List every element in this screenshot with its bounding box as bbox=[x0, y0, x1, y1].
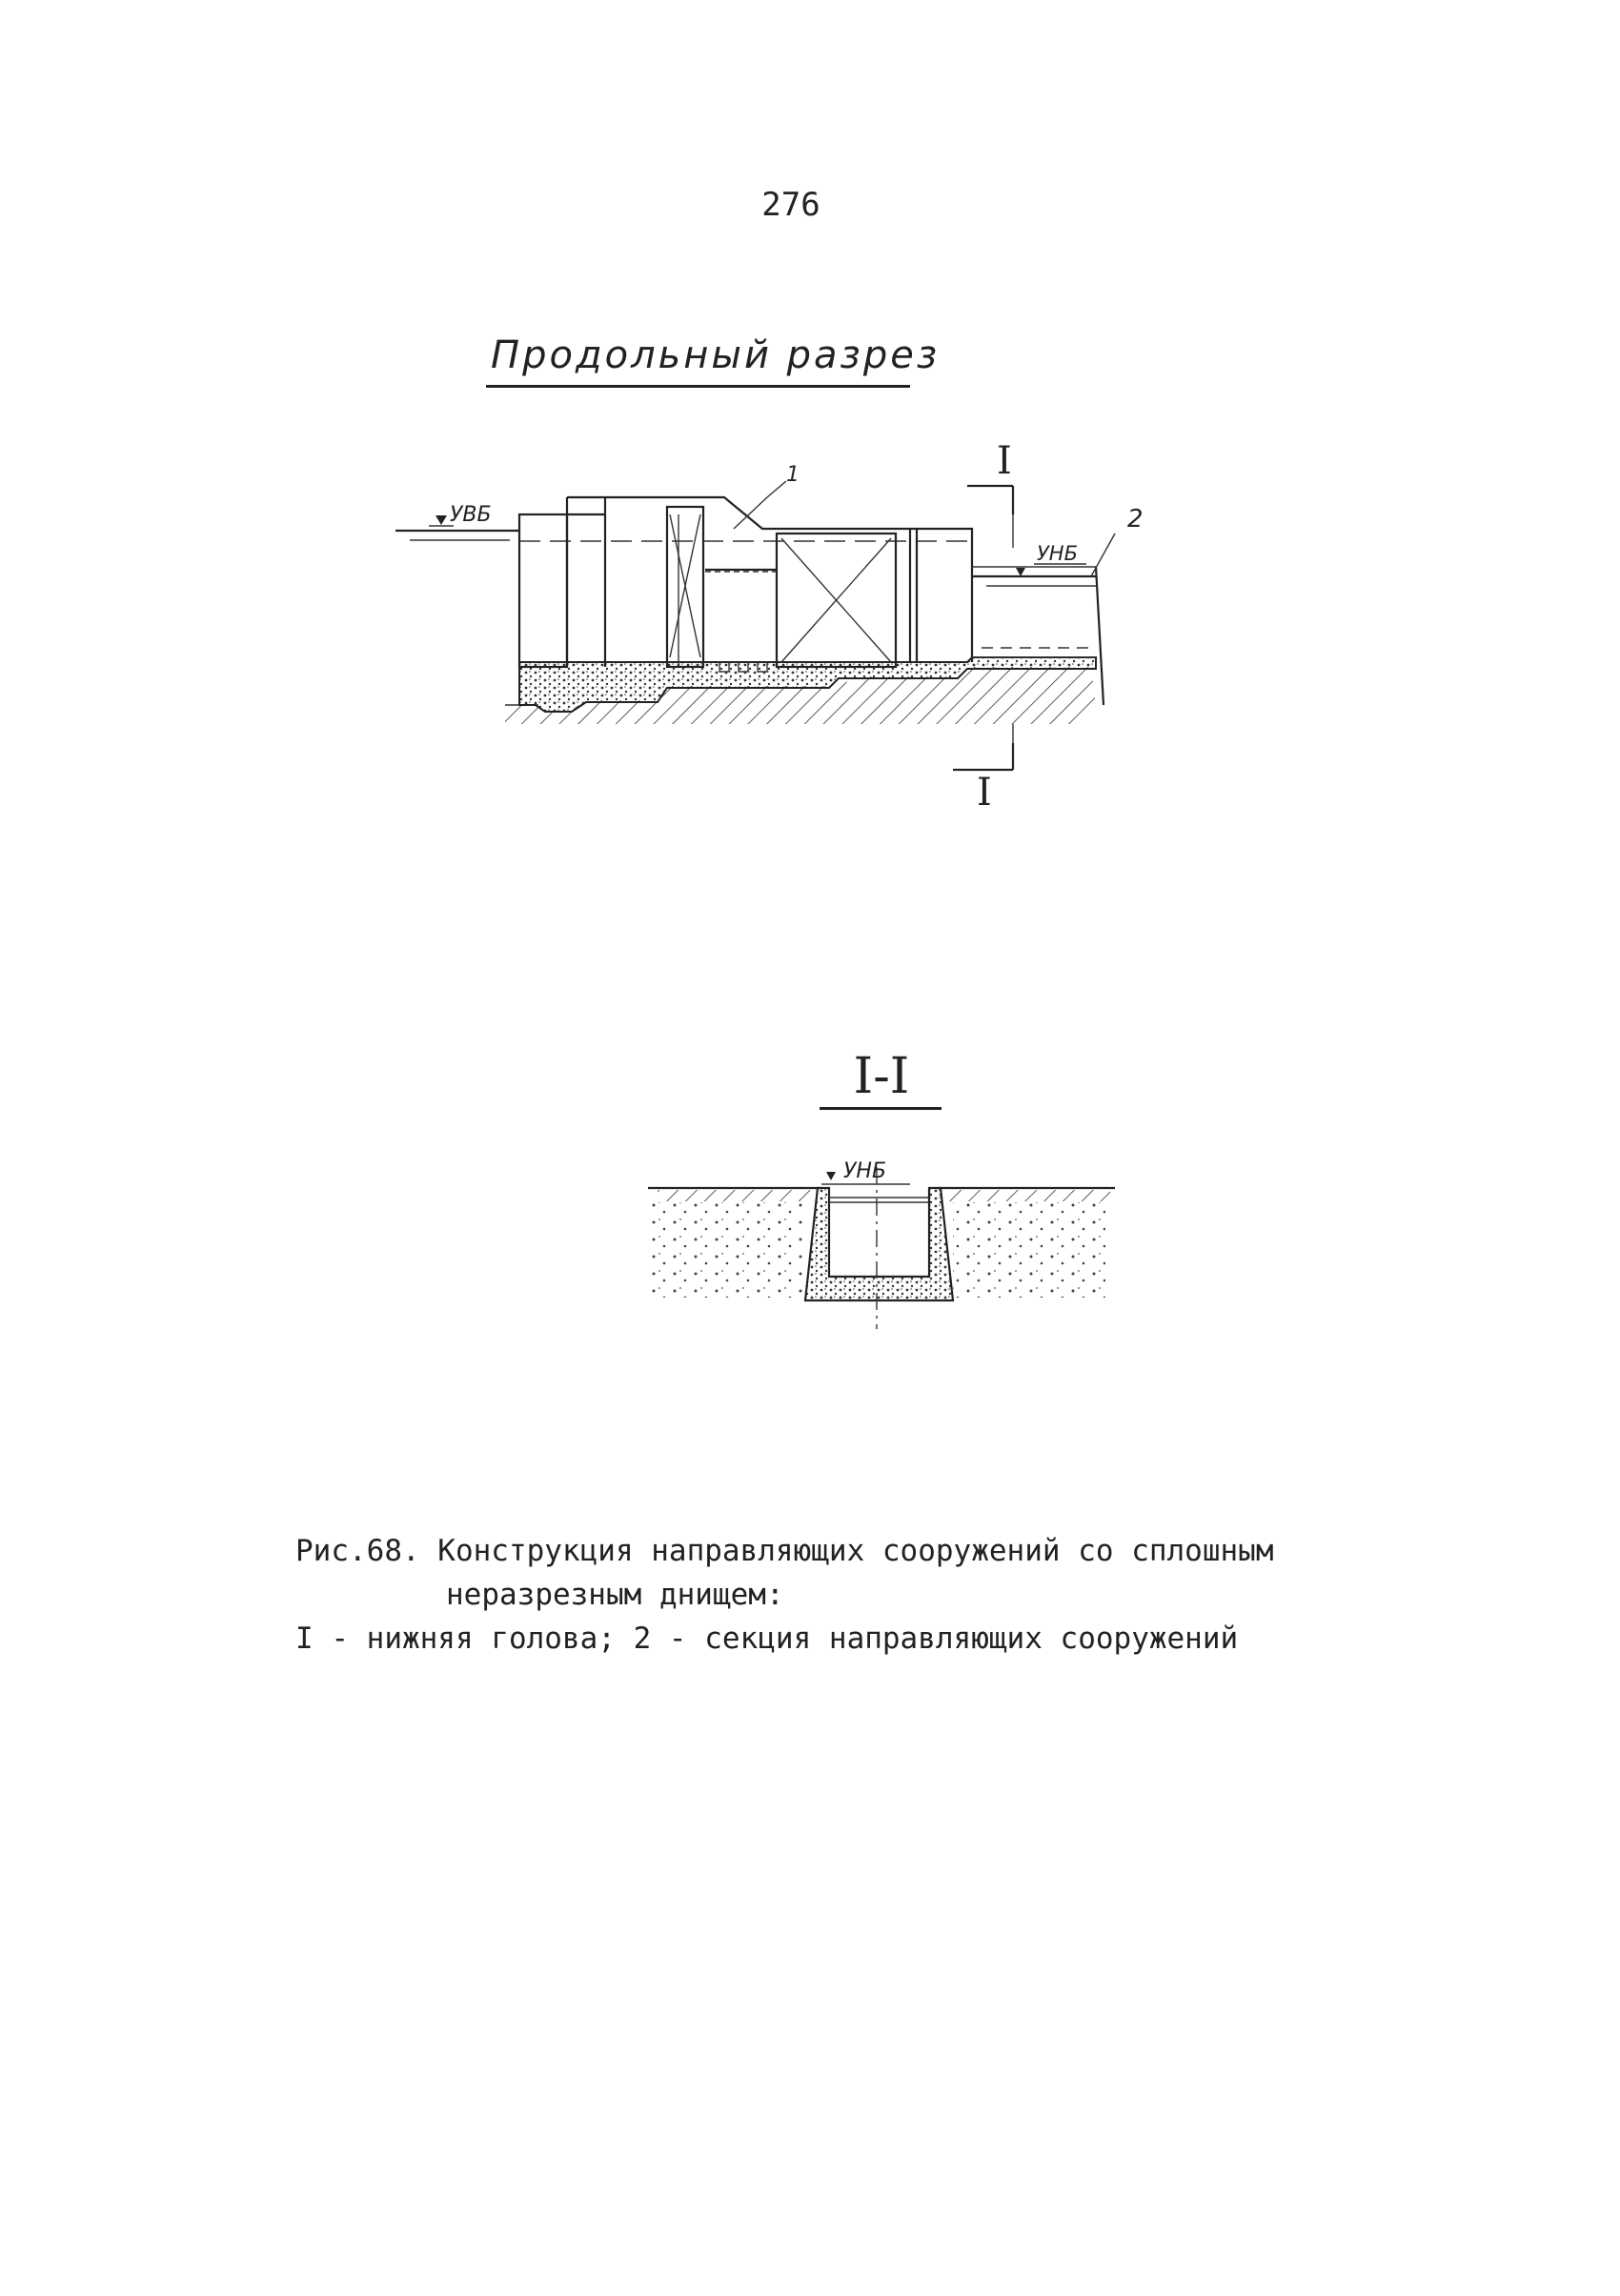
upstream-wall bbox=[519, 514, 567, 667]
longitudinal-section-title: Продольный разрез bbox=[491, 333, 941, 377]
callout-2-leader bbox=[1091, 534, 1115, 576]
section-mark-bottom bbox=[953, 724, 1013, 815]
section-mark-top bbox=[967, 439, 1013, 548]
longitudinal-section bbox=[395, 439, 1144, 815]
cross-section bbox=[648, 1159, 1115, 1329]
callout-2-label: 2 bbox=[1127, 505, 1144, 534]
caption-line-3: I - нижняя голова; 2 - секция направляющих сооружений bbox=[295, 1621, 1239, 1656]
upper-level-label: УВБ bbox=[450, 503, 492, 527]
svg-text:I: I bbox=[977, 771, 992, 815]
caption-line-2: неразрезным днищем: bbox=[446, 1578, 784, 1612]
cross-lower-level-marker-icon bbox=[826, 1172, 836, 1180]
cross-section-title-underline bbox=[820, 1107, 942, 1110]
u-channel-structure bbox=[805, 1188, 953, 1300]
cross-lower-level-label: УНБ bbox=[843, 1159, 887, 1183]
svg-text:I: I bbox=[997, 439, 1012, 483]
caption-line-1: Рис.68. Конструкция направляющих сооружений со сплошным bbox=[295, 1534, 1274, 1568]
page-number: 276 bbox=[761, 186, 820, 224]
lower-level-label-longitudinal: УНБ bbox=[1037, 542, 1078, 565]
callout-1-label: 1 bbox=[786, 463, 800, 487]
cross-section-title: I-I bbox=[853, 1048, 910, 1105]
upper-level-marker-icon bbox=[435, 515, 447, 525]
figure-caption bbox=[295, 1529, 1391, 1661]
lower-level-marker-icon bbox=[1016, 568, 1025, 576]
lower-head-outline bbox=[567, 497, 972, 662]
callout-1-leader bbox=[734, 481, 786, 529]
